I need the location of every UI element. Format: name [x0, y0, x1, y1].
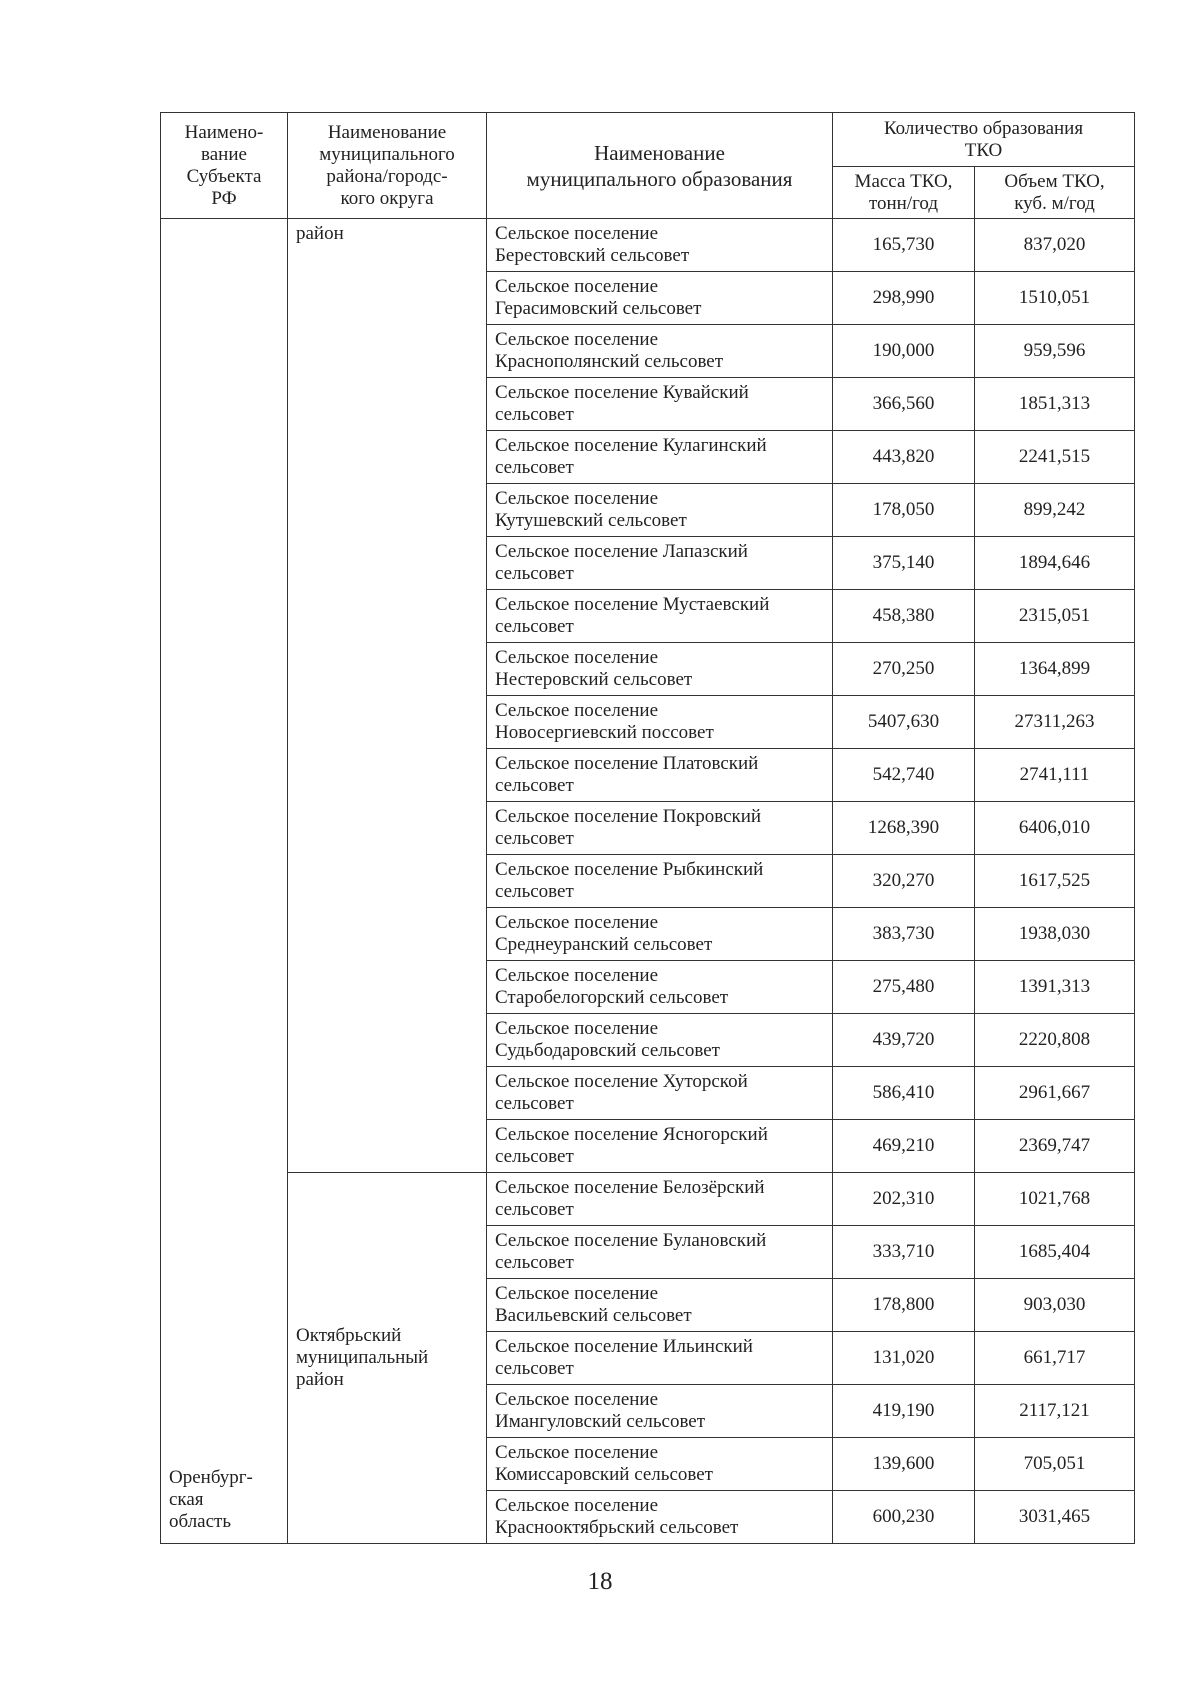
mass-cell: 383,730: [833, 908, 975, 961]
header-municipal-formation: Наименование муниципального образования: [487, 113, 833, 219]
municipal-formation-cell: Сельское поселение Васильевский сельсовет: [487, 1279, 833, 1332]
volume-cell: 899,242: [975, 484, 1135, 537]
municipal-formation-cell: Сельское поселение Покровский сельсовет: [487, 802, 833, 855]
municipal-formation-cell: Сельское поселение Платовский сельсовет: [487, 749, 833, 802]
municipal-formation-cell: Сельское поселение Ясногорский сельсовет: [487, 1120, 833, 1173]
municipal-formation-cell: Сельское поселение Лапазский сельсовет: [487, 537, 833, 590]
volume-cell: 3031,465: [975, 1491, 1135, 1544]
waste-volume-table: [160, 112, 1135, 1544]
mass-cell: 202,310: [833, 1173, 975, 1226]
volume-cell: 2369,747: [975, 1120, 1135, 1173]
header-rayon: Наименование муниципального района/городс- кого округа: [288, 113, 487, 219]
municipal-formation-cell: Сельское поселение Берестовский сельсовет: [487, 219, 833, 272]
municipal-formation-cell: Сельское поселение Новосергиевский поссовет: [487, 696, 833, 749]
municipal-formation-cell: Сельское поселение Булановский сельсовет: [487, 1226, 833, 1279]
municipal-formation-cell: Сельское поселение Краснополянский сельсовет: [487, 325, 833, 378]
volume-cell: 1391,313: [975, 961, 1135, 1014]
mass-cell: 178,050: [833, 484, 975, 537]
volume-cell: 2315,051: [975, 590, 1135, 643]
volume-cell: 1685,404: [975, 1226, 1135, 1279]
volume-cell: 1364,899: [975, 643, 1135, 696]
volume-cell: 2117,121: [975, 1385, 1135, 1438]
mass-cell: 375,140: [833, 537, 975, 590]
municipal-formation-cell: Сельское поселение Среднеуранский сельсовет: [487, 908, 833, 961]
header-quantity: Количество образования ТКО: [833, 113, 1135, 167]
volume-cell: 6406,010: [975, 802, 1135, 855]
mass-cell: 165,730: [833, 219, 975, 272]
volume-cell: 1617,525: [975, 855, 1135, 908]
municipal-formation-cell: Сельское поселение Краснооктябрьский сельсовет: [487, 1491, 833, 1544]
volume-cell: 2220,808: [975, 1014, 1135, 1067]
municipal-formation-cell: Сельское поселение Герасимовский сельсовет: [487, 272, 833, 325]
table-row: [161, 1173, 1135, 1226]
mass-cell: 320,270: [833, 855, 975, 908]
municipal-formation-cell: Сельское поселение Судьбодаровский сельсовет: [487, 1014, 833, 1067]
header-mass: Масса ТКО, тонн/год: [833, 167, 975, 219]
municipal-formation-cell: Сельское поселение Хуторской сельсовет: [487, 1067, 833, 1120]
municipal-formation-cell: Сельское поселение Кутушевский сельсовет: [487, 484, 833, 537]
mass-cell: 270,250: [833, 643, 975, 696]
municipal-formation-cell: Сельское поселение Белозёрский сельсовет: [487, 1173, 833, 1226]
mass-cell: 366,560: [833, 378, 975, 431]
volume-cell: 1021,768: [975, 1173, 1135, 1226]
mass-cell: 469,210: [833, 1120, 975, 1173]
mass-cell: 178,800: [833, 1279, 975, 1332]
mass-cell: 443,820: [833, 431, 975, 484]
mass-cell: 542,740: [833, 749, 975, 802]
rayon-cell-oktyabrsky: Октябрьский муниципальный район: [288, 1173, 487, 1544]
mass-cell: 439,720: [833, 1014, 975, 1067]
header-subject: Наимено- вание Субъекта РФ: [161, 113, 288, 219]
municipal-formation-cell: Сельское поселение Кувайский сельсовет: [487, 378, 833, 431]
municipal-formation-cell: Сельское поселение Ильинский сельсовет: [487, 1332, 833, 1385]
mass-cell: 586,410: [833, 1067, 975, 1120]
mass-cell: 298,990: [833, 272, 975, 325]
volume-cell: 2741,111: [975, 749, 1135, 802]
municipal-formation-cell: Сельское поселение Старобелогорский сельсовет: [487, 961, 833, 1014]
volume-cell: 661,717: [975, 1332, 1135, 1385]
volume-cell: 1510,051: [975, 272, 1135, 325]
mass-cell: 131,020: [833, 1332, 975, 1385]
header-volume: Объем ТКО, куб. м/год: [975, 167, 1135, 219]
municipal-formation-cell: Сельское поселение Имангуловский сельсовет: [487, 1385, 833, 1438]
volume-cell: 27311,263: [975, 696, 1135, 749]
volume-cell: 1894,646: [975, 537, 1135, 590]
municipal-formation-cell: Сельское поселение Кулагинский сельсовет: [487, 431, 833, 484]
volume-cell: 705,051: [975, 1438, 1135, 1491]
volume-cell: 903,030: [975, 1279, 1135, 1332]
mass-cell: 275,480: [833, 961, 975, 1014]
municipal-formation-cell: Сельское поселение Мустаевский сельсовет: [487, 590, 833, 643]
volume-cell: 837,020: [975, 219, 1135, 272]
municipal-formation-cell: Сельское поселение Комиссаровский сельсовет: [487, 1438, 833, 1491]
volume-cell: 2241,515: [975, 431, 1135, 484]
table-row: [161, 219, 1135, 272]
mass-cell: 600,230: [833, 1491, 975, 1544]
mass-cell: 5407,630: [833, 696, 975, 749]
municipal-formation-cell: Сельское поселение Нестеровский сельсовет: [487, 643, 833, 696]
mass-cell: 419,190: [833, 1385, 975, 1438]
volume-cell: 2961,667: [975, 1067, 1135, 1120]
page-number: 18: [587, 1568, 613, 1595]
mass-cell: 190,000: [833, 325, 975, 378]
volume-cell: 1938,030: [975, 908, 1135, 961]
municipal-formation-cell: Сельское поселение Рыбкинский сельсовет: [487, 855, 833, 908]
mass-cell: 139,600: [833, 1438, 975, 1491]
rayon-cell: район: [288, 219, 487, 1173]
volume-cell: 1851,313: [975, 378, 1135, 431]
mass-cell: 1268,390: [833, 802, 975, 855]
mass-cell: 458,380: [833, 590, 975, 643]
subject-cell: Оренбург- ская область: [161, 219, 288, 1544]
mass-cell: 333,710: [833, 1226, 975, 1279]
volume-cell: 959,596: [975, 325, 1135, 378]
